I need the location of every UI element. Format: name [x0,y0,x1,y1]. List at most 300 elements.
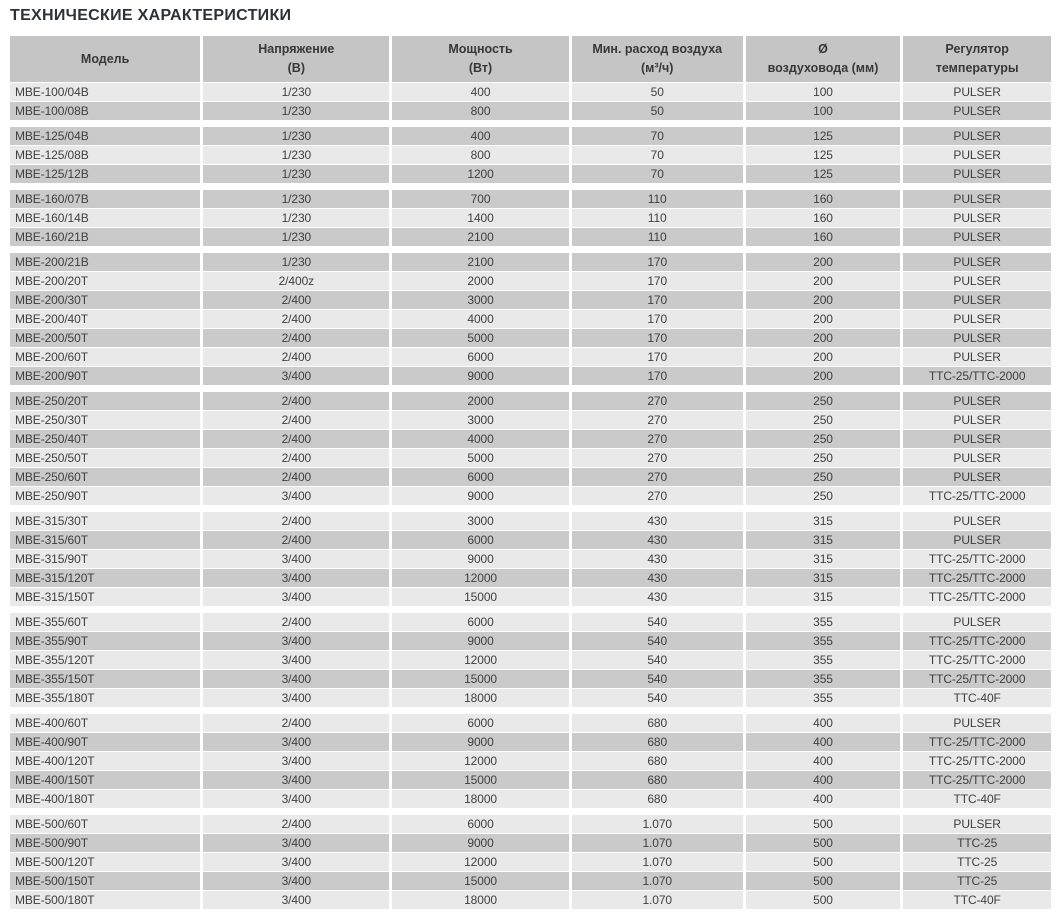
model-cell: MBE-100/04B [10,83,200,101]
airflow-cell: 170 [572,329,743,347]
duct-cell: 250 [746,430,901,448]
regulator-cell: PULSER [903,209,1051,227]
column-header-power [392,36,568,82]
model-cell: MBE-160/14B [10,209,200,227]
column-header-voltage [203,36,389,82]
table-row [10,430,1051,448]
group-spacer [10,506,1051,511]
airflow-cell: 170 [572,253,743,271]
airflow-cell: 170 [572,310,743,328]
airflow-cell: 270 [572,468,743,486]
airflow-cell: 540 [572,632,743,650]
airflow-cell: 430 [572,550,743,568]
airflow-cell: 680 [572,771,743,789]
table-row [10,569,1051,587]
power-cell: 800 [392,146,568,164]
regulator-cell: TTC-25/TTC-2000 [903,670,1051,688]
regulator-cell: TTC-40F [903,689,1051,707]
model-cell: MBE-355/90T [10,632,200,650]
power-cell: 6000 [392,531,568,549]
power-cell: 6000 [392,613,568,631]
regulator-cell: PULSER [903,102,1051,120]
voltage-cell: 3/400 [203,651,389,669]
regulator-cell: PULSER [903,329,1051,347]
voltage-cell: 3/400 [203,771,389,789]
power-cell: 15000 [392,670,568,688]
model-cell: MBE-500/180T [10,891,200,909]
model-cell: MBE-160/21B [10,228,200,246]
table-row [10,392,1051,410]
duct-cell: 200 [746,272,901,290]
voltage-cell: 1/230 [203,127,389,145]
page-title: ТЕХНИЧЕСКИЕ ХАРАКТЕРИСТИКИ [10,7,292,24]
power-cell: 3000 [392,291,568,309]
column-header-label: Мощность [448,42,513,56]
table-row [10,411,1051,429]
voltage-cell: 2/400 [203,329,389,347]
regulator-cell: PULSER [903,228,1051,246]
table-row [10,853,1051,871]
airflow-cell: 1.070 [572,815,743,833]
voltage-cell: 1/230 [203,228,389,246]
airflow-cell: 170 [572,367,743,385]
model-cell: MBE-250/20T [10,392,200,410]
airflow-cell: 430 [572,512,743,530]
group-spacer [10,247,1051,252]
power-cell: 9000 [392,834,568,852]
regulator-cell: PULSER [903,190,1051,208]
duct-cell: 250 [746,487,901,505]
table-row [10,815,1051,833]
duct-cell: 160 [746,209,901,227]
duct-cell: 125 [746,165,901,183]
airflow-cell: 540 [572,670,743,688]
group-spacer [10,386,1051,391]
regulator-cell: TTC-25/TTC-2000 [903,651,1051,669]
airflow-cell: 540 [572,613,743,631]
airflow-cell: 1.070 [572,834,743,852]
group-spacer [10,607,1051,612]
model-cell: MBE-200/40T [10,310,200,328]
regulator-cell: PULSER [903,531,1051,549]
airflow-cell: 680 [572,733,743,751]
model-cell: MBE-400/120T [10,752,200,770]
regulator-cell: PULSER [903,348,1051,366]
model-cell: MBE-315/150T [10,588,200,606]
regulator-cell: TTC-25/TTC-2000 [903,569,1051,587]
model-cell: MBE-400/150T [10,771,200,789]
column-header-label: Напряжение [258,42,335,56]
model-cell: MBE-355/60T [10,613,200,631]
voltage-cell: 2/400 [203,291,389,309]
table-row [10,127,1051,145]
voltage-cell: 3/400 [203,569,389,587]
table-row [10,291,1051,309]
model-cell: MBE-315/30T [10,512,200,530]
duct-cell: 160 [746,228,901,246]
duct-cell: 400 [746,771,901,789]
power-cell: 6000 [392,815,568,833]
airflow-cell: 680 [572,714,743,732]
model-cell: MBE-100/08B [10,102,200,120]
airflow-cell: 430 [572,531,743,549]
voltage-cell: 2/400z [203,272,389,290]
regulator-cell: TTC-25/TTC-2000 [903,367,1051,385]
model-cell: MBE-200/90T [10,367,200,385]
power-cell: 3000 [392,411,568,429]
voltage-cell: 3/400 [203,752,389,770]
table-row [10,310,1051,328]
power-cell: 2000 [392,392,568,410]
duct-cell: 315 [746,588,901,606]
duct-cell: 200 [746,291,901,309]
power-cell: 5000 [392,449,568,467]
group-spacer [10,121,1051,126]
voltage-cell: 1/230 [203,253,389,271]
regulator-cell: PULSER [903,253,1051,271]
voltage-cell: 2/400 [203,531,389,549]
table-row [10,613,1051,631]
voltage-cell: 1/230 [203,102,389,120]
duct-cell: 100 [746,83,901,101]
model-cell: MBE-250/50T [10,449,200,467]
duct-cell: 500 [746,815,901,833]
power-cell: 2000 [392,272,568,290]
column-header-airflow [572,36,743,82]
voltage-cell: 3/400 [203,550,389,568]
model-cell: MBE-250/30T [10,411,200,429]
duct-cell: 100 [746,102,901,120]
voltage-cell: 3/400 [203,853,389,871]
regulator-cell: TTC-25 [903,872,1051,890]
table-row [10,367,1051,385]
airflow-cell: 270 [572,449,743,467]
model-cell: MBE-400/60T [10,714,200,732]
table-row [10,512,1051,530]
voltage-cell: 3/400 [203,632,389,650]
regulator-cell: PULSER [903,512,1051,530]
power-cell: 3000 [392,512,568,530]
column-header-label: Ø [818,42,828,56]
regulator-cell: PULSER [903,83,1051,101]
table-row [10,714,1051,732]
duct-cell: 400 [746,752,901,770]
table-row [10,102,1051,120]
table-row [10,165,1051,183]
voltage-cell: 2/400 [203,815,389,833]
regulator-cell: PULSER [903,291,1051,309]
power-cell: 12000 [392,853,568,871]
regulator-cell: PULSER [903,714,1051,732]
airflow-cell: 430 [572,588,743,606]
duct-cell: 315 [746,550,901,568]
model-cell: MBE-125/08B [10,146,200,164]
power-cell: 9000 [392,487,568,505]
voltage-cell: 2/400 [203,714,389,732]
power-cell: 4000 [392,430,568,448]
table-row [10,872,1051,890]
regulator-cell: TTC-25/TTC-2000 [903,550,1051,568]
regulator-cell: PULSER [903,613,1051,631]
airflow-cell: 170 [572,272,743,290]
voltage-cell: 2/400 [203,348,389,366]
specs-table-body [10,83,1051,909]
table-row [10,771,1051,789]
table-row [10,190,1051,208]
power-cell: 1200 [392,165,568,183]
power-cell: 12000 [392,569,568,587]
duct-cell: 355 [746,632,901,650]
voltage-cell: 2/400 [203,468,389,486]
table-row [10,651,1051,669]
voltage-cell: 3/400 [203,733,389,751]
table-row [10,468,1051,486]
model-cell: MBE-200/20T [10,272,200,290]
duct-cell: 400 [746,714,901,732]
power-cell: 700 [392,190,568,208]
model-cell: MBE-355/180T [10,689,200,707]
voltage-cell: 2/400 [203,310,389,328]
duct-cell: 200 [746,329,901,347]
airflow-cell: 70 [572,127,743,145]
table-row [10,228,1051,246]
voltage-cell: 3/400 [203,790,389,808]
duct-cell: 250 [746,392,901,410]
regulator-cell: TTC-25/TTC-2000 [903,771,1051,789]
table-row [10,790,1051,808]
voltage-cell: 1/230 [203,146,389,164]
table-row [10,588,1051,606]
power-cell: 15000 [392,588,568,606]
regulator-cell: PULSER [903,815,1051,833]
duct-cell: 400 [746,790,901,808]
power-cell: 12000 [392,651,568,669]
airflow-cell: 680 [572,752,743,770]
column-header-label: Мин. расход воздуха [592,42,723,56]
regulator-cell: TTC-25/TTC-2000 [903,632,1051,650]
voltage-cell: 3/400 [203,689,389,707]
voltage-cell: 3/400 [203,487,389,505]
power-cell: 1400 [392,209,568,227]
power-cell: 9000 [392,550,568,568]
regulator-cell: PULSER [903,127,1051,145]
duct-cell: 160 [746,190,901,208]
airflow-cell: 70 [572,165,743,183]
table-row [10,733,1051,751]
duct-cell: 355 [746,651,901,669]
voltage-cell: 1/230 [203,83,389,101]
airflow-cell: 270 [572,487,743,505]
airflow-cell: 110 [572,209,743,227]
airflow-cell: 270 [572,430,743,448]
table-row [10,632,1051,650]
regulator-cell: TTC-25/TTC-2000 [903,752,1051,770]
airflow-cell: 170 [572,291,743,309]
model-cell: MBE-355/150T [10,670,200,688]
duct-cell: 125 [746,146,901,164]
power-cell: 18000 [392,689,568,707]
table-row [10,83,1051,101]
column-header-sublabel: (В) [287,61,305,75]
duct-cell: 125 [746,127,901,145]
voltage-cell: 2/400 [203,430,389,448]
regulator-cell: PULSER [903,165,1051,183]
airflow-cell: 680 [572,790,743,808]
table-row [10,531,1051,549]
duct-cell: 500 [746,853,901,871]
regulator-cell: PULSER [903,392,1051,410]
column-header-sublabel: (Вт) [468,61,493,75]
airflow-cell: 170 [572,348,743,366]
power-cell: 9000 [392,367,568,385]
duct-cell: 500 [746,891,901,909]
regulator-cell: TTC-40F [903,891,1051,909]
voltage-cell: 3/400 [203,367,389,385]
airflow-cell: 110 [572,190,743,208]
regulator-cell: PULSER [903,272,1051,290]
table-row [10,670,1051,688]
table-row [10,253,1051,271]
column-header-label: Модель [80,51,130,66]
power-cell: 6000 [392,714,568,732]
power-cell: 18000 [392,891,568,909]
voltage-cell: 2/400 [203,512,389,530]
group-spacer [10,708,1051,713]
regulator-cell: TTC-25 [903,834,1051,852]
model-cell: MBE-200/50T [10,329,200,347]
regulator-cell: TTC-25/TTC-2000 [903,588,1051,606]
group-spacer [10,184,1051,189]
column-header-sublabel: (м³/ч) [640,61,674,75]
airflow-cell: 540 [572,651,743,669]
column-header-sublabel: температуры [935,61,1019,75]
regulator-cell: TTC-25 [903,853,1051,871]
power-cell: 12000 [392,752,568,770]
duct-cell: 355 [746,670,901,688]
voltage-cell: 3/400 [203,834,389,852]
power-cell: 800 [392,102,568,120]
column-header-duct-diameter [746,36,901,82]
table-header-row [10,36,1051,82]
duct-cell: 315 [746,512,901,530]
model-cell: MBE-125/04B [10,127,200,145]
duct-cell: 355 [746,613,901,631]
column-header-temperature-regulator [903,36,1051,82]
power-cell: 6000 [392,468,568,486]
table-row [10,689,1051,707]
airflow-cell: 1.070 [572,872,743,890]
duct-cell: 250 [746,411,901,429]
airflow-cell: 50 [572,102,743,120]
duct-cell: 500 [746,834,901,852]
airflow-cell: 50 [572,83,743,101]
model-cell: MBE-200/30T [10,291,200,309]
duct-cell: 250 [746,468,901,486]
table-row [10,146,1051,164]
model-cell: MBE-355/120T [10,651,200,669]
regulator-cell: PULSER [903,468,1051,486]
model-cell: MBE-315/120T [10,569,200,587]
voltage-cell: 1/230 [203,190,389,208]
regulator-cell: TTC-40F [903,790,1051,808]
airflow-cell: 540 [572,689,743,707]
voltage-cell: 2/400 [203,392,389,410]
duct-cell: 200 [746,310,901,328]
table-row [10,752,1051,770]
model-cell: MBE-315/60T [10,531,200,549]
table-row [10,348,1051,366]
table-row [10,449,1051,467]
table-row [10,329,1051,347]
regulator-cell: PULSER [903,310,1051,328]
voltage-cell: 3/400 [203,872,389,890]
duct-cell: 355 [746,689,901,707]
power-cell: 2100 [392,228,568,246]
model-cell: MBE-200/21B [10,253,200,271]
model-cell: MBE-250/40T [10,430,200,448]
voltage-cell: 3/400 [203,670,389,688]
model-cell: MBE-315/90T [10,550,200,568]
column-header-sublabel: воздуховода (мм) [767,61,879,75]
model-cell: MBE-200/60T [10,348,200,366]
power-cell: 9000 [392,632,568,650]
model-cell: MBE-160/07B [10,190,200,208]
table-row [10,272,1051,290]
airflow-cell: 270 [572,392,743,410]
voltage-cell: 2/400 [203,411,389,429]
model-cell: MBE-250/60T [10,468,200,486]
power-cell: 400 [392,83,568,101]
voltage-cell: 1/230 [203,165,389,183]
voltage-cell: 2/400 [203,449,389,467]
duct-cell: 200 [746,253,901,271]
regulator-cell: PULSER [903,411,1051,429]
group-spacer [10,809,1051,814]
model-cell: MBE-500/60T [10,815,200,833]
power-cell: 18000 [392,790,568,808]
power-cell: 9000 [392,733,568,751]
airflow-cell: 1.070 [572,853,743,871]
model-cell: MBE-500/90T [10,834,200,852]
duct-cell: 400 [746,733,901,751]
model-cell: MBE-500/150T [10,872,200,890]
airflow-cell: 1.070 [572,891,743,909]
power-cell: 2100 [392,253,568,271]
voltage-cell: 2/400 [203,613,389,631]
power-cell: 15000 [392,872,568,890]
airflow-cell: 110 [572,228,743,246]
duct-cell: 315 [746,531,901,549]
voltage-cell: 1/230 [203,209,389,227]
specs-table [7,35,1054,910]
model-cell: MBE-125/12B [10,165,200,183]
duct-cell: 200 [746,367,901,385]
column-header-model [10,36,200,82]
power-cell: 15000 [392,771,568,789]
power-cell: 5000 [392,329,568,347]
duct-cell: 500 [746,872,901,890]
regulator-cell: PULSER [903,449,1051,467]
regulator-cell: TTC-25/TTC-2000 [903,487,1051,505]
regulator-cell: PULSER [903,430,1051,448]
voltage-cell: 3/400 [203,891,389,909]
model-cell: MBE-500/120T [10,853,200,871]
table-row [10,209,1051,227]
table-row [10,487,1051,505]
power-cell: 400 [392,127,568,145]
power-cell: 4000 [392,310,568,328]
column-header-label: Регулятор [945,42,1009,56]
